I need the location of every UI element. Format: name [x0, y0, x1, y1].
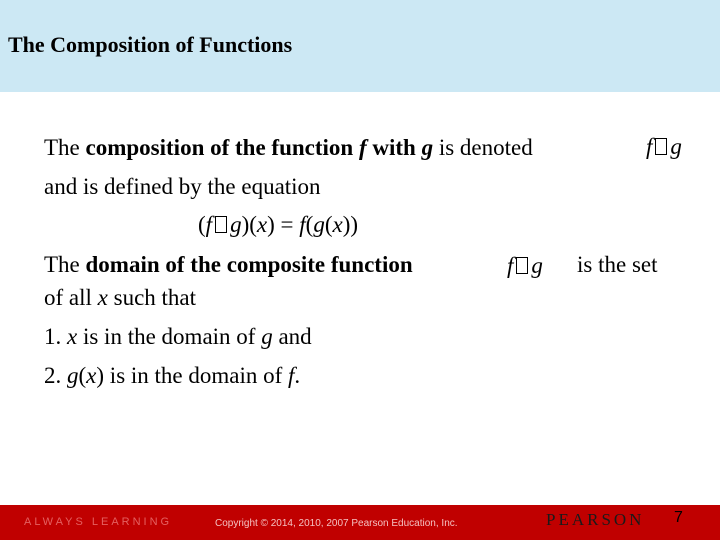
definition-line-1 — [44, 134, 533, 162]
composition-symbol-icon — [655, 138, 667, 155]
var-g: g — [531, 253, 543, 278]
footer-bar — [0, 505, 720, 540]
page-number: 7 — [674, 509, 683, 526]
publisher-logo: PEARSON — [546, 510, 645, 529]
domain-line-1: The domain of the composite function — [44, 252, 413, 277]
bold-term: domain of the composite function — [85, 252, 413, 277]
composition-notation-1 — [646, 134, 682, 160]
domain-line-2: of all x such that — [44, 285, 197, 310]
condition-item-2: 2. g(x) is in the domain of f. — [44, 363, 301, 388]
copyright-notice: Copyright © 2014, 2010, 2007 Pearson Education, Inc. — [215, 518, 458, 529]
var-f: f — [646, 134, 653, 159]
domain-line-1-end: is the set — [577, 252, 658, 277]
title-bar — [0, 0, 720, 92]
composition-equation: (f g)(x) = f(g(x)) — [198, 212, 359, 237]
var-f: f — [358, 135, 367, 160]
text: The — [44, 135, 86, 160]
var-g: g — [670, 134, 682, 159]
composition-symbol-icon — [516, 257, 528, 274]
slide-title: The Composition of Functions — [8, 32, 293, 57]
condition-item-1: 1. x is in the domain of g and — [44, 324, 312, 349]
bold-term: with — [366, 135, 422, 160]
var-f: f — [507, 253, 514, 278]
var-g: g — [421, 135, 434, 160]
composition-notation-2 — [507, 253, 543, 279]
bold-term: composition of the function — [85, 135, 359, 160]
text: is denoted — [433, 135, 533, 160]
brand-tagline: ALWAYS LEARNING — [24, 516, 173, 528]
composition-symbol-icon — [215, 216, 227, 233]
definition-line-2: and is defined by the equation — [44, 174, 321, 199]
